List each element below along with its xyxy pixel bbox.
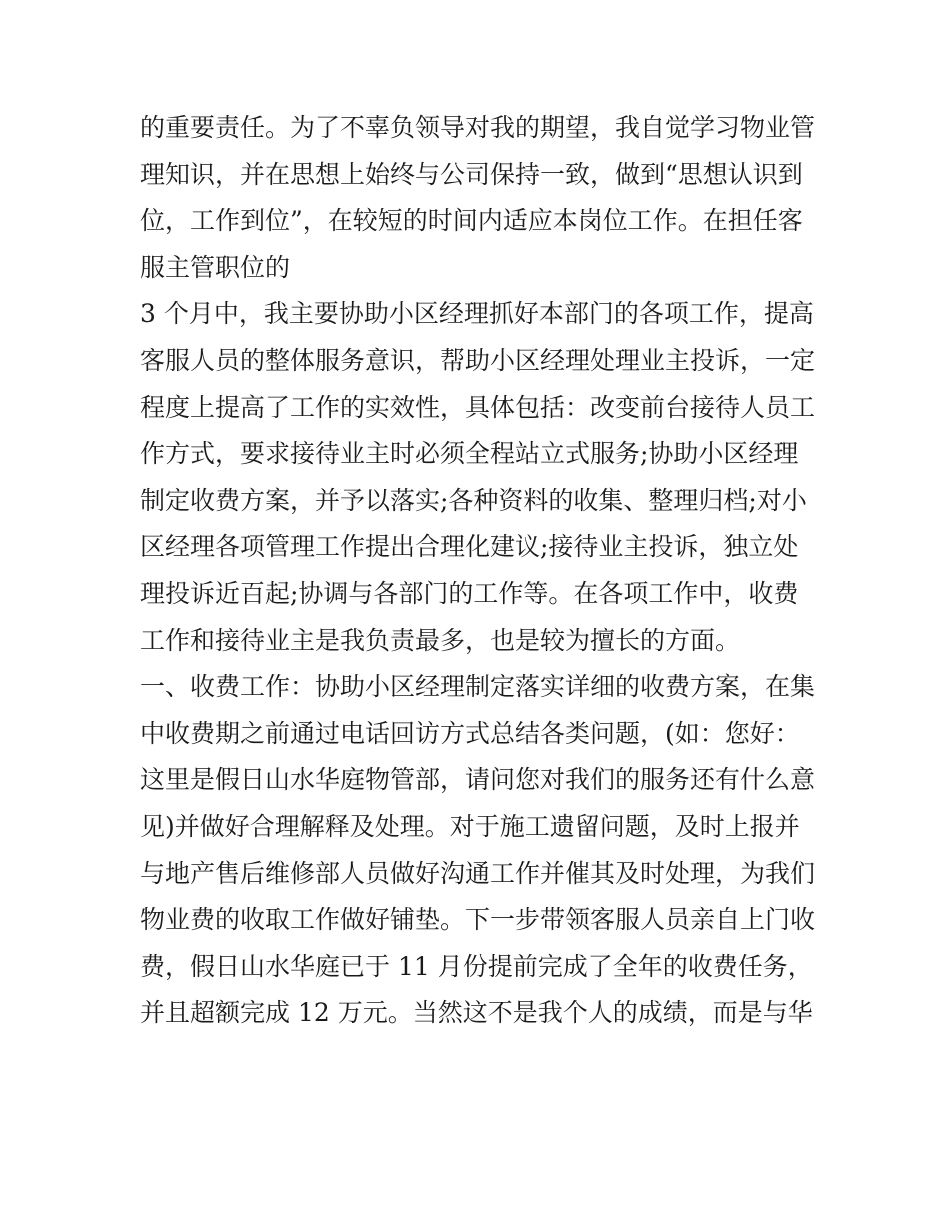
text-line: 与地产售后维修部人员做好沟通工作并催其及时处理，为我们 xyxy=(140,858,816,888)
text-line: 一、收费工作：协助小区经理制定落实详细的收费方案，在集 xyxy=(140,672,816,702)
text-line: 客服人员的整体服务意识，帮助小区经理处理业主投诉，一定 xyxy=(140,345,816,375)
text-line: 理知识，并在思想上始终与公司保持一致，做到“思想认识到 xyxy=(140,159,803,189)
text-line: 并且超额完成 12 万元。当然这不是我个人的成绩，而是与华 xyxy=(140,998,813,1028)
text-line: 中收费期之前通过电话回访方式总结各类问题，(如：您好： xyxy=(140,718,800,748)
text-line: 费，假日山水华庭已于 11 月份提前完成了全年的收费任务， xyxy=(140,951,813,981)
text-line: 这里是假日山水华庭物管部，请问您对我们的服务还有什么意 xyxy=(140,765,816,795)
text-line: 3 个月中，我主要协助小区经理抓好本部门的各项工作，提高 xyxy=(140,299,814,329)
text-line: 位，工作到位”，在较短的时间内适应本岗位工作。在担任客 xyxy=(140,206,803,236)
text-line: 作方式，要求接待业主时必须全程站立式服务;协助小区经理 xyxy=(140,439,799,469)
text-line: 的重要责任。为了不辜负领导对我的期望，我自觉学习物业管 xyxy=(140,113,816,142)
text-line: 见)并做好合理解释及处理。对于施工遗留问题，及时上报并 xyxy=(140,811,800,841)
text-line: 物业费的收取工作做好铺垫。下一步带领客服人员亲自上门收 xyxy=(140,905,816,935)
body-text xyxy=(140,105,820,1037)
text-line: 理投诉近百起;协调与各部门的工作等。在各项工作中，收费 xyxy=(140,578,799,608)
text-line: 程度上提高了工作的实效性，具体包括：改变前台接待人员工 xyxy=(140,392,816,422)
text-line: 服主管职位的 xyxy=(140,252,291,282)
text-line: 制定收费方案，并予以落实;各种资料的收集、整理归档;对小 xyxy=(140,485,807,515)
text-line: 工作和接待业主是我负责最多，也是较为擅长的方面。 xyxy=(140,625,741,655)
text-line: 区经理各项管理工作提出合理化建议;接待业主投诉，独立处 xyxy=(140,532,799,562)
